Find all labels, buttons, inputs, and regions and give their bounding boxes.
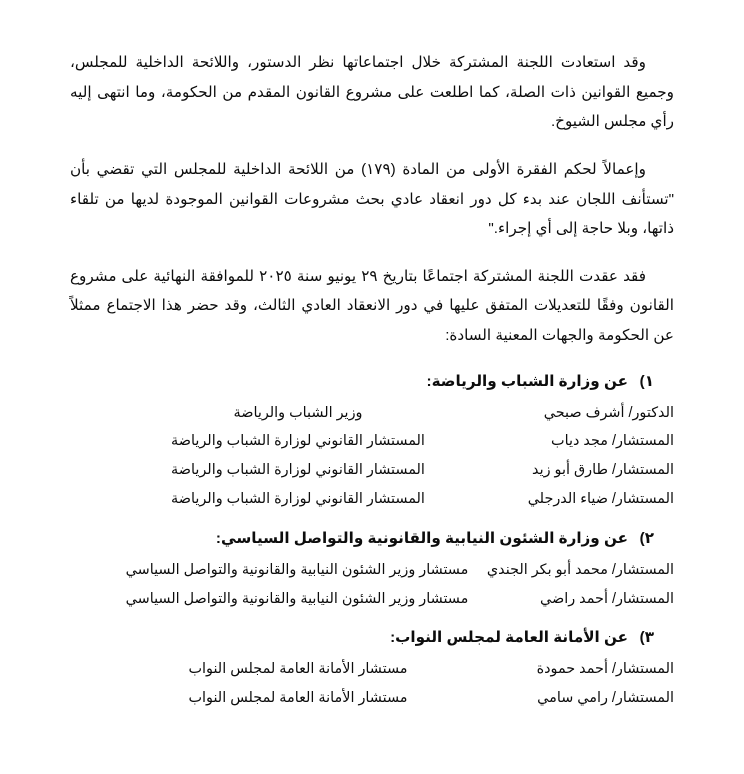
person-name: المستشار/ رامي سامي	[537, 689, 674, 706]
section-title-1: عن وزارة الشباب والرياضة:	[426, 372, 628, 390]
person-name: المستشار/ أحمد حمودة	[536, 661, 674, 678]
people-list-3	[70, 655, 674, 713]
section-number-3: ٣)	[639, 629, 654, 647]
section-title-3: عن الأمانة العامة لمجلس النواب:	[390, 629, 628, 647]
paragraph-2: وإعمالاً لحكم الفقرة الأولى من المادة (١٧٩) من اللائحة الداخلية للمجلس التي تقضي بأن "تستأنف اللجان عند بدء كل دور انعقاد عادي بحث مشروعات القوانين الموجودة لديها من تلقاء ذاتها، وبلا حاجة إلى أي إجراء."	[70, 160, 674, 238]
person-role: مستشار الأمانة العامة لمجلس النواب	[188, 689, 408, 706]
person-role: مستشار وزير الشئون النيابية والقانونية والتواصل السياسي	[125, 590, 469, 607]
list-item	[70, 556, 674, 585]
list-item	[70, 456, 674, 485]
person-role: وزير الشباب والرياضة	[233, 404, 363, 421]
list-item	[70, 485, 674, 514]
list-item	[70, 427, 674, 456]
section-heading-1	[70, 369, 674, 395]
person-role: المستشار القانوني لوزارة الشباب والرياضة	[171, 433, 425, 450]
list-item	[70, 655, 674, 684]
section-number-2: ٢)	[639, 529, 654, 547]
person-name: المستشار/ طارق أبو زيد	[532, 462, 674, 479]
list-item	[70, 399, 674, 428]
list-item	[70, 684, 674, 713]
people-list-1	[70, 399, 674, 514]
person-name: الدكتور/ أشرف صبحي	[543, 404, 674, 421]
person-role: المستشار القانوني لوزارة الشباب والرياضة	[171, 462, 425, 479]
paragraph-1: وقد استعادت اللجنة المشتركة خلال اجتماعاتها نظر الدستور، واللائحة الداخلية للمجلس، وجميع القوانين ذات الصلة، كما اطلعت على مشروع القانون المقدم من الحكومة، وما انتهى إليه رأي مجلس الشيوخ.	[70, 54, 674, 131]
people-list-2	[70, 556, 674, 614]
person-role: مستشار الأمانة العامة لمجلس النواب	[188, 661, 408, 678]
person-name: المستشار/ محمد أبو بكر الجندي	[486, 561, 674, 578]
paragraph-3: فقد عقدت اللجنة المشتركة اجتماعًا بتاريخ ٢٩ يونيو سنة ٢٠٢٥ للموافقة النهائية على مشروع القانون وفقًا للتعديلات المتفق عليها في دور الانعقاد العادي الثالث، وقد حضر هذا الاجتماع ممثلاً عن الحكومة والجهات المعنية السادة:	[70, 267, 674, 345]
person-name: المستشار/ أحمد راضي	[540, 590, 674, 607]
person-role: المستشار القانوني لوزارة الشباب والرياضة	[171, 491, 425, 508]
list-item	[70, 585, 674, 614]
section-heading-2	[70, 526, 674, 552]
section-heading-3	[70, 625, 674, 651]
section-title-2: عن وزارة الشئون النيابية والقانونية والتواصل السياسي:	[215, 529, 628, 547]
person-name: المستشار/ ضياء الدرجلي	[527, 491, 674, 508]
person-role: مستشار وزير الشئون النيابية والقانونية والتواصل السياسي	[125, 561, 469, 578]
section-number-1: ١)	[639, 372, 654, 390]
person-name: المستشار/ مجد دياب	[551, 433, 674, 450]
